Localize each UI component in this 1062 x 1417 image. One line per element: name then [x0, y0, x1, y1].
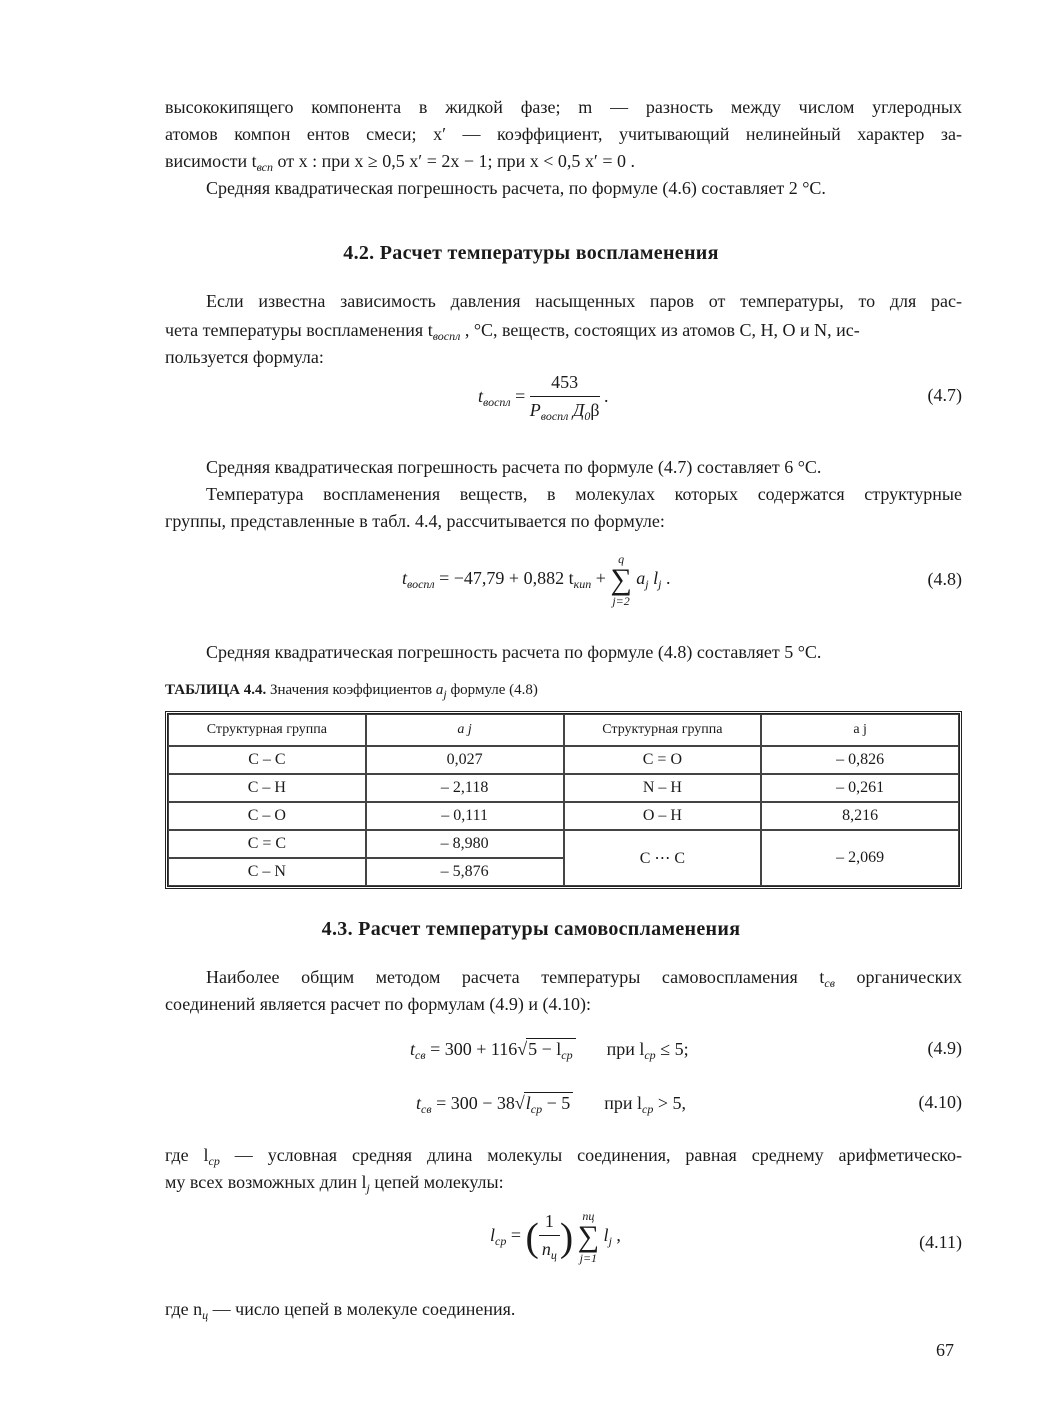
s43-p1-line1 [206, 967, 962, 991]
eq49-cond-sub: ср [644, 1048, 656, 1062]
section-42-title: 4.2. Расчет температуры воспламенения [343, 242, 719, 264]
eq49-cond: при l [606, 1039, 645, 1059]
eq49-rad: 5 − l [528, 1039, 562, 1059]
table-caption-aj: a [435, 682, 444, 698]
table-header-cell: Структурная группа [564, 714, 762, 746]
eq48-sum-bottom: j=2 [612, 594, 630, 608]
intro-line-3-rest: от x : при x ≥ 0,5 x′ = 2x − 1; при x < 0,5 x′ = 0 . [272, 151, 636, 171]
table-cell: N – H [564, 774, 762, 802]
table-row [168, 746, 959, 774]
s43-p2-line1-sub: ср [208, 1154, 220, 1168]
eq411-l: l [603, 1225, 609, 1246]
page-number: 67 [936, 1340, 954, 1360]
s43-p2-line2-sub: j [366, 1181, 370, 1195]
eq48-number: (4.8) [927, 569, 962, 589]
s43-p3 [165, 1299, 515, 1323]
eq411-lhs: l [490, 1225, 496, 1246]
eq49-number: (4.9) [927, 1038, 962, 1058]
eq411-left-paren-icon: ( [525, 1214, 539, 1260]
eq49-cond-rest: ≤ 5; [655, 1039, 689, 1059]
table-caption-bold: ТАБЛИЦА 4.4. [165, 682, 267, 698]
s43-p2-line1-b: — условная средняя длина молекулы соединения, равная среднему арифметическо- [219, 1145, 962, 1165]
eq410-radicand [524, 1092, 574, 1117]
eq48-lhs-sub: воспл [407, 577, 435, 592]
eq410-rad: l [525, 1093, 531, 1113]
eq48-mid-sub: кип [573, 577, 592, 592]
s42-p1-line3: пользуется формула: [165, 347, 324, 367]
table-caption [165, 682, 538, 702]
equation-4-7: $t_{воспл}$ = $\frac{453}{P_{воспл} Д_0\beta}$ . [478, 372, 609, 423]
table-cell: – 2,118 [366, 774, 564, 802]
eq411-lhs-sub: ср [495, 1234, 507, 1249]
eq47-den-sub2: 0 [584, 409, 591, 423]
table-row [168, 774, 959, 802]
table-cell: C – O [168, 802, 366, 830]
eq47-numerator: 453 [530, 372, 600, 397]
table-row [168, 802, 959, 830]
table-cell: C = O [564, 746, 762, 774]
eq410-cond: при l [604, 1093, 643, 1113]
s43-p3-a: где n [165, 1299, 203, 1319]
eq48-mid: = −47,79 + 0,882 t [434, 568, 574, 589]
table-header-cell: a j [761, 714, 959, 746]
s43-p3-b: — число цепей в молекуле соединения. [208, 1299, 516, 1319]
eq411-right-paren-icon: ) [559, 1214, 574, 1260]
eq411-den-n: n [541, 1239, 551, 1259]
eq410-rhs: = 300 − 38 [431, 1093, 515, 1113]
table-header-row [168, 714, 959, 746]
s42-p3-line2: группы, представленные в табл. 4.4, рассчитывается по формуле: [165, 511, 665, 531]
eq411-sum-bottom: j=1 [579, 1251, 598, 1265]
eq411-den-sub: ц [550, 1248, 557, 1262]
eq410-t-sub: св [421, 1102, 432, 1116]
table-cell: – 0,826 [761, 746, 959, 774]
eq411-sum-icon: nц ∑ j=1 [577, 1209, 600, 1265]
s42-p1-line2 [165, 320, 860, 344]
eq47-lhs-sub: воспл [483, 395, 511, 410]
s43-p2-line2-a: му всех возможных длин l [165, 1172, 367, 1192]
intro-line-3-text: висимости t [165, 151, 257, 171]
s42-p4: Средняя квадратическая погрешность расчета по формуле (4.8) составляет 5 °С. [206, 642, 822, 662]
eq48-sum-top: q [618, 552, 625, 566]
eq410-cond-sub: ср [642, 1102, 654, 1116]
equation-4-9 [410, 1038, 689, 1063]
table-cell: – 8,980 [366, 830, 564, 858]
table-row [168, 830, 959, 858]
s42-p3-line1: Температура воспламенения веществ, в молекулах которых содержатся структурные [206, 484, 962, 504]
eq48-l: l [648, 568, 659, 589]
eq47-fraction [530, 372, 600, 424]
eq411-denominator [539, 1236, 560, 1263]
table-cell: – 2,069 [761, 830, 959, 886]
table-cell: 8,216 [761, 802, 959, 830]
intro-line-3-sub: всп [256, 160, 273, 174]
section-43-title: 4.3. Расчет температуры самовоспламенения [321, 918, 741, 940]
s43-p2-line2-b: цепей молекулы: [369, 1172, 504, 1192]
table-caption-end: формуле (4.8) [446, 682, 538, 698]
eq48-l-sub: j [658, 577, 662, 592]
eq411-numerator: 1 [539, 1211, 560, 1236]
eq49-t: t [410, 1039, 416, 1059]
eq49-radicand [526, 1038, 575, 1063]
s42-p1-line2-a: чета температуры воспламенения t [165, 320, 433, 340]
eq48-plus: + [591, 568, 611, 589]
eq47-den-sub: воспл [540, 409, 569, 423]
table-cell: O – H [564, 802, 762, 830]
table-cell: C – N [168, 858, 366, 886]
table-caption-aj-sub: j [443, 687, 447, 701]
eq49-t-sub: св [415, 1048, 426, 1062]
s43-p1-line1-a: Наиболее общим методом расчета температуры самовоспламения t [206, 967, 825, 987]
eq410-cond-rest: > 5, [653, 1093, 687, 1113]
eq49-radical-icon: √ [517, 1039, 528, 1059]
eq47-den-p: P [529, 400, 541, 420]
table-header-cell: Структурная группа [168, 714, 366, 746]
coefficients-table [165, 711, 962, 889]
s43-p1-line1-sub: св [824, 976, 835, 990]
eq48-a-sub: j [645, 577, 649, 592]
s42-p2: Средняя квадратическая погрешность расчета по формуле (4.7) составляет 6 °С. [206, 457, 822, 477]
table-cell: C – H [168, 774, 366, 802]
s43-p2-line1-a: где l [165, 1145, 209, 1165]
eq47-denominator [530, 397, 600, 424]
eq48-end: . [661, 568, 671, 589]
table-header-cell: a j [366, 714, 564, 746]
s42-p1-line2-sub: воспл [432, 329, 461, 343]
equation-4-11: $l_{ср}$ = ( $\frac{1}{n_ц}$ ) nц ∑ j=1 $l_j$ , [490, 1209, 621, 1265]
eq410-rad-rest: − 5 [542, 1093, 571, 1113]
intro-line-4: Средняя квадратическая погрешность расчета, по формуле (4.6) составляет 2 °С. [206, 178, 826, 198]
eq48-lhs: t [402, 568, 408, 589]
eq47-number: (4.7) [927, 385, 962, 405]
table-cell: – 5,876 [366, 858, 564, 886]
s43-p1-line2: соединений является расчет по формулам (4.9) и (4.10): [165, 994, 592, 1014]
table-cell: C – C [168, 746, 366, 774]
intro-line-1: высококипящего компонента в жидкой фазе; m — разность между числом углеродных [165, 97, 962, 117]
s42-p1-line2-b: , °С, веществ, состоящих из атомов С, H, O и N, ис- [460, 320, 860, 340]
eq48-sum-icon: q ∑ j=2 [610, 552, 632, 608]
table-cell: C ⋯ C [564, 830, 762, 886]
eq411-end: , [611, 1225, 621, 1246]
table-cell: – 0,261 [761, 774, 959, 802]
table-cell: – 0,111 [366, 802, 564, 830]
eq411-number: (4.11) [919, 1232, 962, 1252]
eq411-sum-top: nц [582, 1209, 595, 1223]
table-cell: C = C [168, 830, 366, 858]
intro-line-3 [165, 151, 635, 175]
s43-p2-line1 [165, 1145, 962, 1169]
s43-p1-line1-b: органических [834, 967, 962, 987]
eq411-l-sub: j [608, 1234, 612, 1249]
eq411-fraction [539, 1211, 560, 1263]
table-cell: 0,027 [366, 746, 564, 774]
equation-4-8 [402, 553, 670, 607]
eq47-den-d: Д [572, 400, 585, 420]
eq410-t: t [416, 1093, 422, 1113]
eq49-rad-sub: ср [561, 1048, 573, 1062]
eq410-rad-sub: ср [530, 1102, 543, 1116]
eq410-number: (4.10) [918, 1092, 962, 1112]
equation-4-10 [416, 1092, 686, 1117]
eq410-radical-icon: √ [514, 1093, 525, 1113]
intro-line-2: атомов компон ентов смеси; x′ — коэффициент, учитывающий нелинейный характер за- [165, 124, 962, 144]
eq47-den-beta: β [590, 400, 600, 420]
eq49-rhs: = 300 + 116 [425, 1039, 518, 1059]
s43-p3-sub: ц [202, 1308, 209, 1322]
s42-p1-line1: Если известна зависимость давления насыщенных паров от температуры, то для рас- [206, 291, 962, 311]
eq47-lhs: t [478, 386, 484, 407]
eq48-a: a [636, 568, 646, 589]
table-caption-rest: Значения коэффициентов [266, 682, 436, 698]
s43-p2-line2 [165, 1172, 504, 1196]
